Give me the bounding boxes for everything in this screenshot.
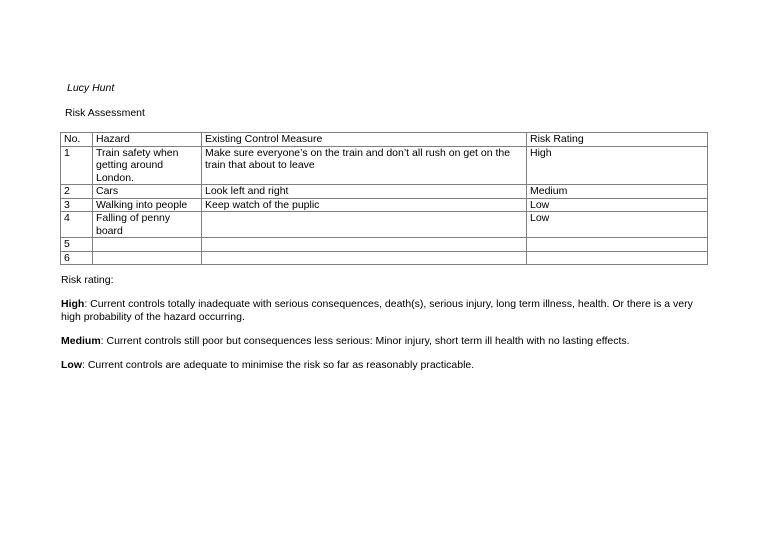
cell-control: Make sure everyone’s on the train and don’t all rush on get on the train that about to leave [202, 146, 527, 185]
cell-rating: High [527, 146, 708, 185]
risk-rating-legend [61, 274, 711, 383]
risk-rating-heading: Risk rating: [61, 274, 114, 286]
table-row [61, 146, 708, 185]
header-control-measure: Existing Control Measure [202, 133, 527, 147]
cell-rating: Medium [527, 185, 708, 199]
rating-high-definition [61, 298, 711, 324]
cell-no: 2 [61, 185, 93, 199]
cell-control [202, 238, 527, 252]
cell-rating [527, 238, 708, 252]
cell-no: 4 [61, 212, 93, 238]
cell-no: 1 [61, 146, 93, 185]
cell-hazard [93, 251, 202, 265]
cell-control: Look left and right [202, 185, 527, 199]
cell-no: 6 [61, 251, 93, 265]
cell-control [202, 212, 527, 238]
rating-high-label: High [61, 298, 85, 310]
risk-table [60, 132, 708, 265]
cell-hazard: Falling of penny board [93, 212, 202, 238]
cell-hazard: Cars [93, 185, 202, 199]
header-hazard: Hazard [93, 133, 202, 147]
cell-no: 5 [61, 238, 93, 252]
cell-hazard [93, 238, 202, 252]
cell-rating: Low [527, 198, 708, 212]
rating-high-text: : Current controls totally inadequate with serious consequences, death(s), serious injury, long term illness, health. Or there is a very high probability of the hazard occurring. [61, 298, 693, 323]
table-row [61, 212, 708, 238]
table-header-row [61, 133, 708, 147]
document-title: Risk Assessment [65, 107, 145, 119]
cell-control [202, 251, 527, 265]
cell-rating [527, 251, 708, 265]
cell-rating: Low [527, 212, 708, 238]
cell-hazard: Walking into people [93, 198, 202, 212]
rating-medium-text: : Current controls still poor but consequences less serious: Minor injury, short term ill health with no lasting effects. [100, 335, 630, 347]
rating-medium-definition [61, 335, 711, 348]
table-row [61, 238, 708, 252]
author-name: Lucy Hunt [67, 82, 115, 94]
rating-low-label: Low [61, 359, 82, 371]
cell-control: Keep watch of the puplic [202, 198, 527, 212]
rating-low-text: : Current controls are adequate to minimise the risk so far as reasonably practicable. [82, 359, 475, 371]
cell-no: 3 [61, 198, 93, 212]
header-risk-rating: Risk Rating [527, 133, 708, 147]
table-row [61, 185, 708, 199]
rating-low-definition [61, 359, 711, 372]
table-row [61, 251, 708, 265]
rating-medium-label: Medium [61, 335, 101, 347]
header-no: No. [61, 133, 93, 147]
table-row [61, 198, 708, 212]
cell-hazard: Train safety when getting around London. [93, 146, 202, 185]
